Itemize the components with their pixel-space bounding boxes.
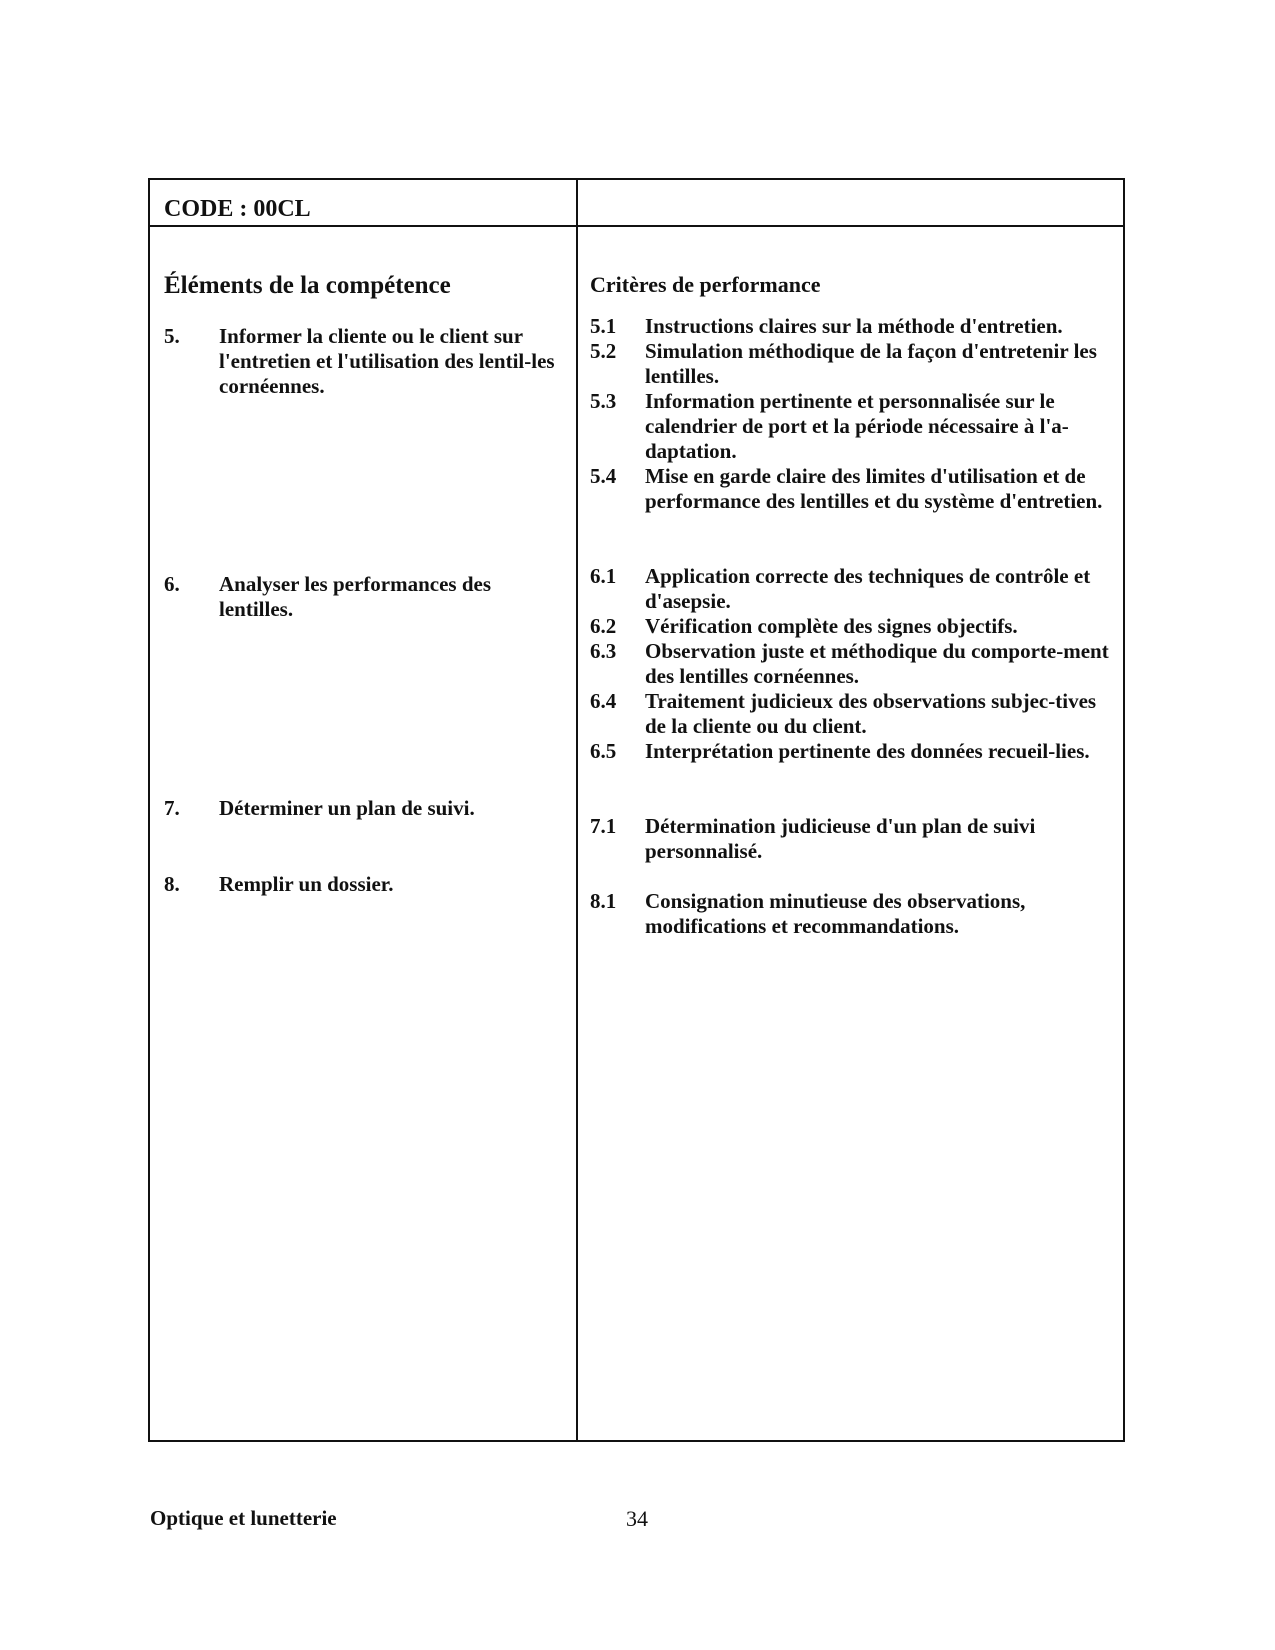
competency-table (148, 178, 1125, 1442)
criterion-text: Simulation méthodique de la façon d'entretenir les lentilles. (645, 339, 1097, 388)
criterion-number: 5.4 (590, 464, 617, 488)
element-text: Déterminer un plan de suivi. (219, 796, 475, 820)
criterion-text: Observation juste et méthodique du comporte-ment des lentilles cornéennes. (645, 639, 1109, 688)
criterion-number: 8.1 (590, 889, 617, 913)
criterion-text: Détermination judicieuse d'un plan de suivi personnalisé. (645, 814, 1036, 863)
element-number: 5. (164, 324, 180, 348)
criterion-number: 5.2 (590, 339, 617, 363)
criterion-number: 5.1 (590, 314, 617, 338)
criterion-text: Instructions claires sur la méthode d'entretien. (645, 314, 1063, 338)
criterion-number: 6.4 (590, 689, 617, 713)
element-text: Remplir un dossier. (219, 872, 394, 896)
criterion-number: 6.1 (590, 564, 617, 588)
criterion-number: 7.1 (590, 814, 617, 838)
elements-heading: Éléments de la compétence (164, 272, 451, 299)
element-number: 8. (164, 872, 180, 896)
column-divider (576, 180, 578, 1440)
criteria-heading: Critères de performance (590, 272, 821, 297)
page-number: 34 (626, 1506, 648, 1531)
criterion-text: Interprétation pertinente des données recueil-lies. (645, 739, 1090, 763)
criterion-text: Mise en garde claire des limites d'utilisation et de performance des lentilles et du système d'entretien. (645, 464, 1103, 513)
header-divider (150, 225, 1123, 227)
element-text: Informer la cliente ou le client sur l'entretien et l'utilisation des lentil-les cornéennes. (219, 324, 555, 398)
criterion-text: Information pertinente et personnalisée sur le calendrier de port et la période nécessaire à l'a-daptation. (645, 389, 1069, 463)
criterion-text: Vérification complète des signes objectifs. (645, 614, 1018, 638)
element-text: Analyser les performances des lentilles. (219, 572, 491, 621)
criterion-text: Traitement judicieux des observations subjec-tives de la cliente ou du client. (645, 689, 1097, 738)
code-label: CODE : 00CL (164, 196, 311, 222)
criterion-number: 5.3 (590, 389, 617, 413)
element-number: 6. (164, 572, 180, 596)
criterion-number: 6.2 (590, 614, 617, 638)
element-number: 7. (164, 796, 180, 820)
criterion-number: 6.5 (590, 739, 617, 763)
criterion-number: 6.3 (590, 639, 617, 663)
program-name: Optique et lunetterie (150, 1506, 337, 1530)
criterion-text: Consignation minutieuse des observations, modifications et recommandations. (645, 889, 1026, 938)
criterion-text: Application correcte des techniques de contrôle et d'asepsie. (645, 564, 1091, 613)
